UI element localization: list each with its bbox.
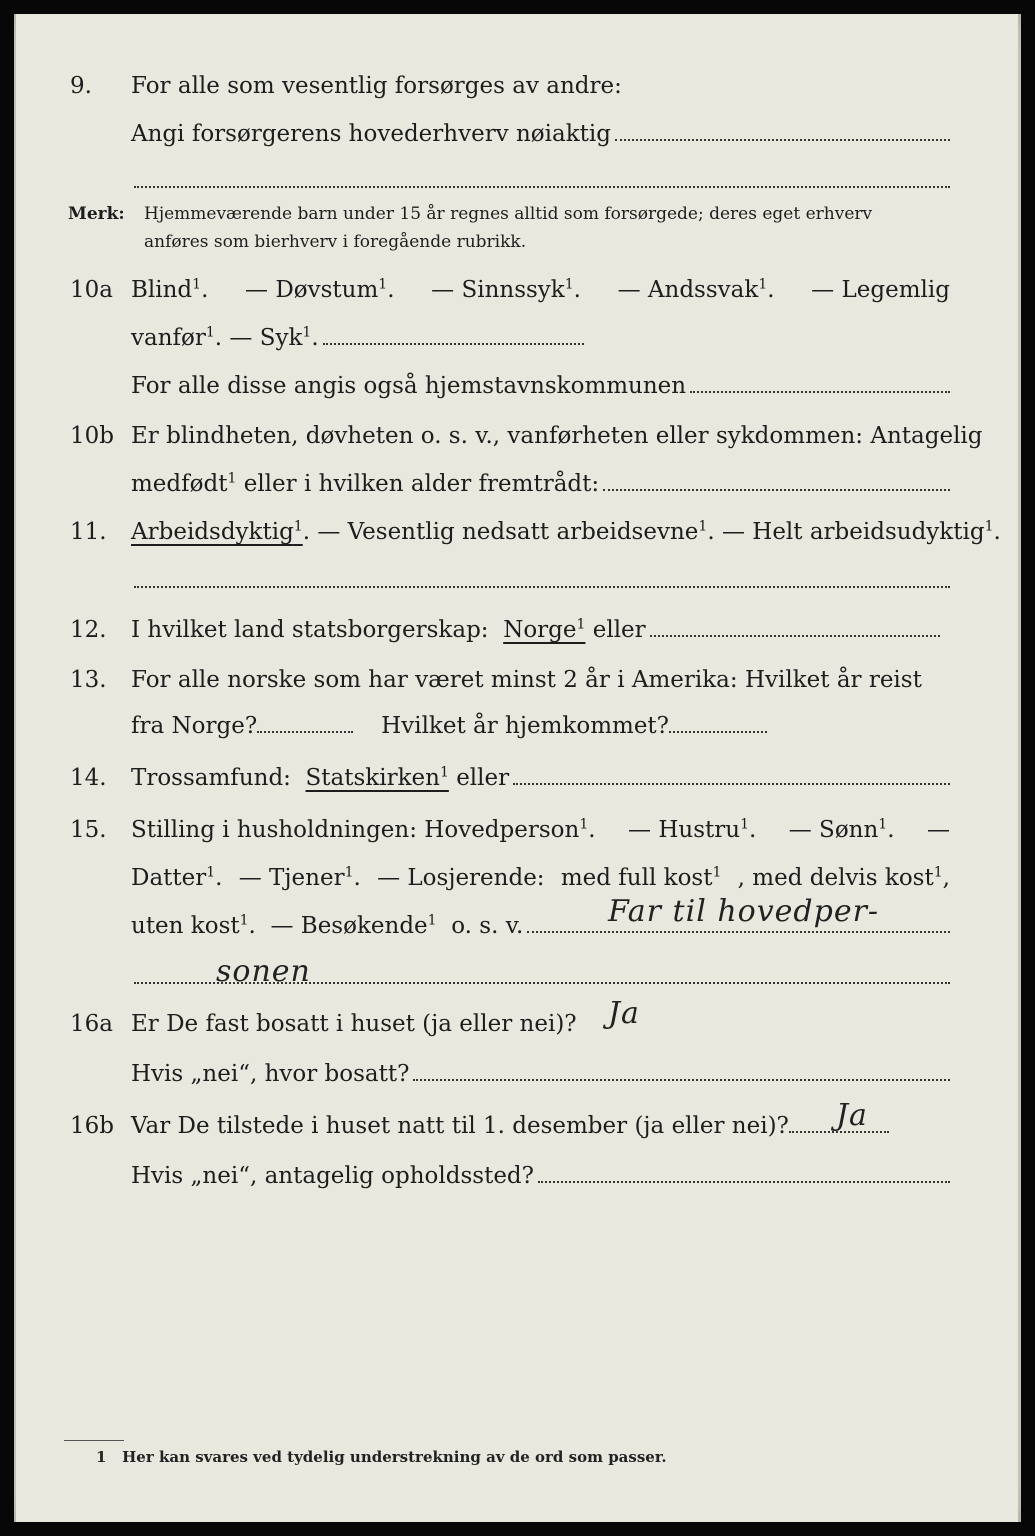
q16b-text: Var De tilstede i huset natt til 1. desember (ja eller nei)?	[131, 1113, 789, 1139]
q16a-handwritten-answer: Ja	[608, 996, 640, 1031]
option-hovedperson[interactable]: Stilling i husholdningen: Hovedperson$^1$.	[131, 816, 596, 843]
q13-reist-field[interactable]	[257, 707, 353, 733]
option-andssvak[interactable]: — Andssvak$^1$.	[617, 276, 775, 303]
q10a-syk-field[interactable]	[323, 319, 584, 345]
merk-text2: anføres som bierhverv i foregående rubrikk.	[144, 232, 527, 252]
option-sonn[interactable]: — Sønn$^1$.	[788, 816, 895, 843]
option-medfodt[interactable]: medfødt$^1$	[131, 470, 237, 497]
option-losjerende[interactable]: — Losjerende:	[377, 865, 545, 891]
hjemstavn-field[interactable]	[690, 367, 950, 393]
option-arbeidsudyktig[interactable]: — Helt arbeidsudyktig$^1$.	[721, 518, 1001, 545]
form-paper	[16, 14, 1018, 1522]
q10a-line1	[16, 270, 1018, 310]
q11-number: 11.	[70, 519, 107, 545]
q14-text: Trossamfund:	[131, 765, 291, 791]
q12-line	[16, 610, 1018, 650]
q11-line: 11. Arbeidsdyktig$^1$ . — Vesentlig nedsatt arbeidsevne$^1$. — Helt arbeidsudyktig$^1$.	[16, 512, 1018, 552]
option-hustru[interactable]: — Hustru$^1$.	[628, 816, 757, 843]
merk-line1	[16, 200, 1018, 228]
footnote-rule	[64, 1440, 124, 1441]
option-arbeidsdyktig[interactable]: Arbeidsdyktig$^1$	[131, 518, 303, 545]
q9-line1	[16, 66, 1018, 106]
option-sinnssyk[interactable]: — Sinnssyk$^1$.	[431, 276, 581, 303]
q9-prompt: Angi forsørgerens hovederhverv nøiaktig	[131, 121, 611, 147]
q16a-text: Er De fast bosatt i huset (ja eller nei)?	[131, 1011, 577, 1037]
option-datter[interactable]: Datter$^1$.	[131, 864, 223, 891]
q9-text: For alle som vesentlig forsørges av andre:	[131, 73, 622, 99]
option-delvis-kost[interactable]: , med delvis kost$^1$,	[737, 864, 950, 891]
q9-answer-field[interactable]	[615, 115, 950, 141]
q14-line	[16, 758, 1018, 798]
q12-eller: eller	[592, 617, 646, 643]
option-uten-kost[interactable]: uten kost$^1$.	[131, 912, 271, 939]
q15-handwritten-answer-2: sonen	[216, 954, 311, 989]
q9-line2	[16, 114, 1018, 154]
merk-label: Merk:	[68, 204, 125, 224]
q16b-line2	[16, 1156, 1018, 1196]
merk-line2	[16, 228, 1018, 256]
q13-reist-prompt: fra Norge?	[131, 713, 258, 739]
q9-number: 9.	[70, 73, 92, 99]
q10a-line3	[16, 366, 1018, 406]
q14-trossamfund-field[interactable]	[513, 759, 950, 785]
option-syk[interactable]: — Syk$^1$.	[229, 324, 319, 351]
footnote	[96, 1448, 667, 1466]
option-full-kost[interactable]: med full kost$^1$	[560, 864, 722, 891]
q10a-line2	[16, 318, 1018, 358]
q13-text: For alle norske som har været minst 2 år i Amerika: Hvilket år reist	[131, 667, 922, 693]
option-blind[interactable]: Blind$^1$.	[131, 276, 209, 303]
q13-hjemkommet-prompt: Hvilket år hjemkommet?	[381, 713, 670, 739]
q12-number: 12.	[70, 617, 107, 643]
q16b-opholdssted-field[interactable]	[538, 1157, 950, 1183]
q16b-handwritten-answer: Ja	[836, 1098, 868, 1133]
footnote-mark: 1	[96, 1448, 107, 1466]
q15-line3: uten kost$^1$. — Besøkende$^1$ o. s. v.	[16, 906, 1018, 946]
q13-hjemkommet-field[interactable]	[669, 707, 767, 733]
q15-line1: 15. Stilling i husholdningen: Hovedperson$^1$. — Hustru$^1$. — Sønn$^1$. —	[16, 810, 1018, 850]
q10b-line1	[16, 416, 1018, 456]
q15-handwritten-answer-1: Far til hovedper-	[608, 894, 880, 929]
q10a-hjemstavn-prompt: For alle disse angis også hjemstavnskommunen	[131, 373, 687, 399]
q10a-number: 10a	[70, 277, 113, 303]
q10b-text: Er blindheten, døvheten o. s. v., vanførheten eller sykdommen: Antagelig	[131, 423, 983, 449]
option-vanfor[interactable]: vanfør$^1$.	[131, 324, 230, 351]
q10b-line2	[16, 464, 1018, 504]
q14-eller: eller	[456, 765, 510, 791]
option-nedsatt-arbeidsevne[interactable]: — Vesentlig nedsatt arbeidsevne$^1$.	[317, 518, 722, 545]
q15-line2	[16, 858, 1018, 898]
q16a-line1	[16, 1004, 1018, 1044]
option-dovstum[interactable]: — Døvstum$^1$.	[245, 276, 395, 303]
q14-number: 14.	[70, 765, 107, 791]
option-norge[interactable]: Norge$^1$	[503, 616, 586, 643]
q16b-number: 16b	[70, 1113, 114, 1139]
q16a-prompt: Hvis „nei“, hvor bosatt?	[131, 1061, 410, 1087]
q11-answer-line[interactable]	[134, 586, 950, 588]
q13-line1	[16, 660, 1018, 700]
q13-number: 13.	[70, 667, 107, 693]
q16a-line2	[16, 1054, 1018, 1094]
footnote-text: Her kan svares ved tydelig understrekning av de ord som passer.	[122, 1448, 667, 1466]
option-tjener[interactable]: — Tjener$^1$.	[238, 864, 361, 891]
q10b-alder-field[interactable]	[603, 465, 950, 491]
q9-answer-line[interactable]	[134, 186, 950, 188]
q13-line2	[16, 706, 1018, 746]
q16a-number: 16a	[70, 1011, 113, 1037]
q12-text: I hvilket land statsborgerskap:	[131, 617, 489, 643]
q15-number: 15.	[70, 817, 107, 843]
option-besokende[interactable]: — Besøkende$^1$	[270, 912, 437, 939]
merk-text1: Hjemmeværende barn under 15 år regnes alltid som forsørgede; deres eget erhverv	[144, 204, 873, 224]
q16b-prompt: Hvis „nei“, antagelig opholdssted?	[131, 1163, 534, 1189]
option-legemlig[interactable]: — Legemlig	[811, 277, 950, 303]
q12-country-field[interactable]	[650, 611, 940, 637]
q10b-alder-prompt: eller i hvilken alder fremtrådt:	[243, 471, 600, 497]
q16a-bosatt-field[interactable]	[413, 1055, 950, 1081]
q10b-number: 10b	[70, 423, 114, 449]
option-statskirken[interactable]: Statskirken$^1$	[305, 764, 449, 791]
